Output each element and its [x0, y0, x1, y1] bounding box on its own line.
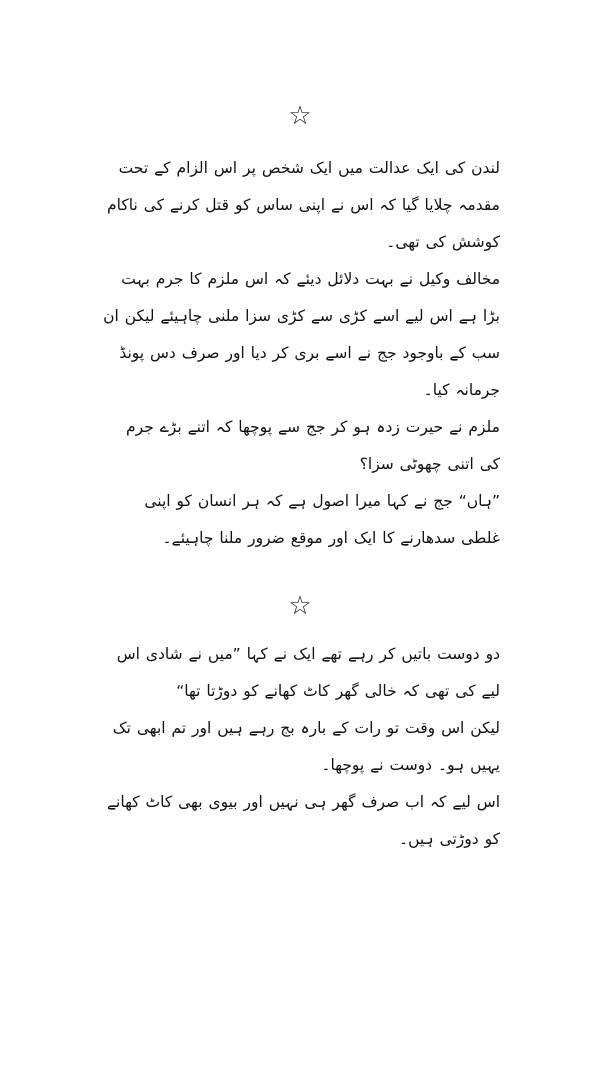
paragraph: لیکن اس وقت تو رات کے بارہ بج رہے ہیں اور تم ابھی تک یہیں ہو۔ دوست نے پوچھا۔ — [112, 719, 500, 774]
paragraph: دو دوست باتیں کر رہے تھے ایک نے کہا ”میں نے شادی اس لیے کی تھی کہ خالی گھر کاٹ کھانے کو دوڑتا تھا“ — [116, 645, 500, 700]
anecdote-section-2 — [100, 590, 500, 858]
paragraph: اس لیے کہ اب صرف گھر ہی نہیں اور بیوی بھی کاٹ کھانے کو دوڑتی ہیں۔ — [106, 793, 500, 848]
paragraph: مخالف وکیل نے بہت دلائل دیئے کہ اس ملزم کا جرم بہت بڑا ہے اس لیے اسے کڑی سے کڑی سزا ملنی چاہیئے لیکن ان سب کے باوجود جج نے اسے بری کر دیا اور صرف دس پونڈ جرمانہ کیا۔ — [103, 270, 500, 399]
star-icon: ☆ — [288, 101, 312, 131]
paragraph: ملزم نے حیرت زدہ ہو کر جج سے پوچھا کہ اتنے بڑے جرم کی اتنی چھوٹی سزا؟ — [126, 418, 500, 473]
star-icon: ☆ — [288, 591, 312, 621]
anecdote-section-1 — [100, 100, 500, 557]
paragraph: ”ہاں“ جج نے کہا میرا اصول ہے کہ ہر انسان کو اپنی غلطی سدھارنے کا ایک اور موقع ضرور ملنا چاہیئے۔ — [144, 492, 500, 547]
paragraph: لندن کی ایک عدالت میں ایک شخص پر اس الزام کے تحت مقدمہ چلایا گیا کہ اس نے اپنی ساس کو قتل کرنے کی ناکام کوشش کی تھی۔ — [107, 159, 500, 251]
